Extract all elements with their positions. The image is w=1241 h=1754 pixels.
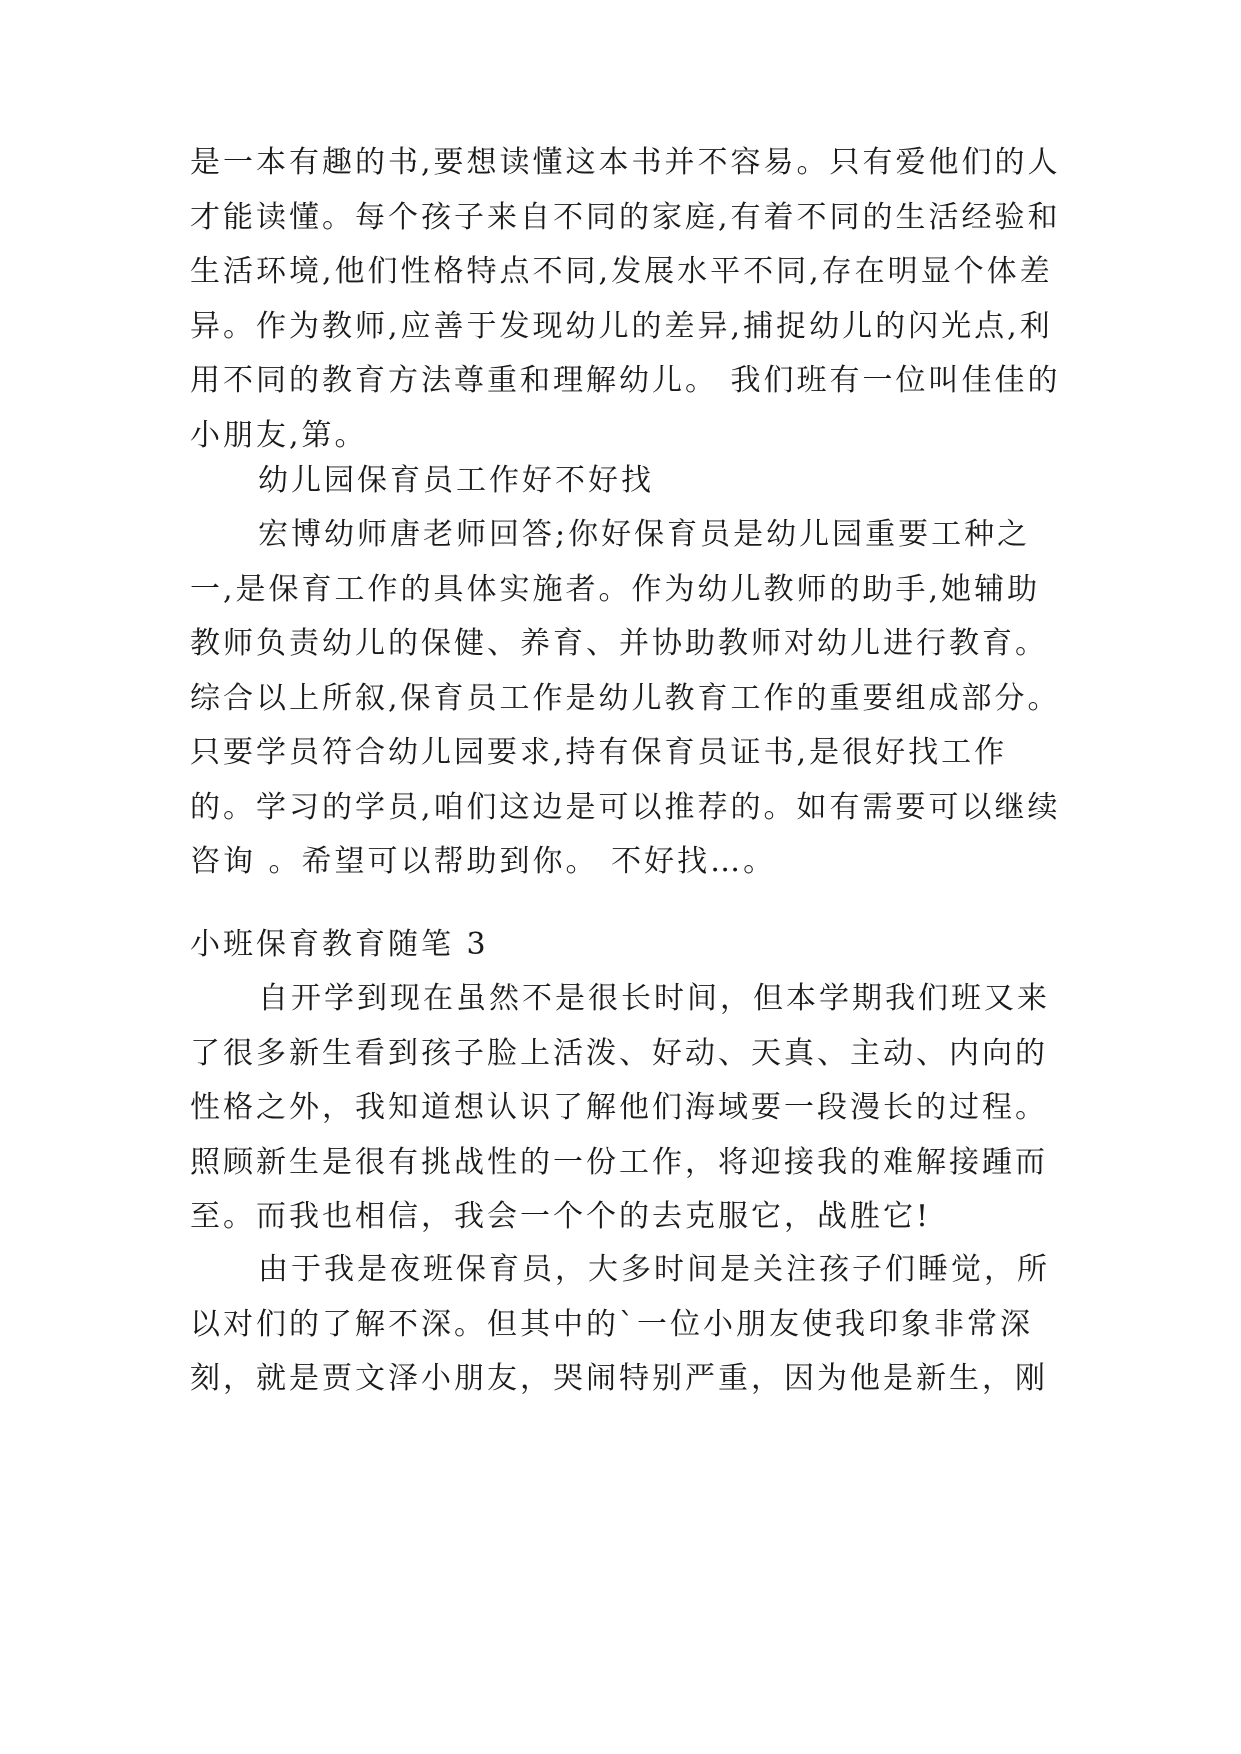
answer-paragraph: 宏博幼师唐老师回答;你好保育员是幼儿园重要工种之一,是保育工作的具体实施者。作为幼儿教师的助手,她辅助教师负责幼儿的保健、养育、并协助教师对幼儿进行教育。综合以上所叙,保育员工作是幼儿教育工作的重要组成部分。只要学员符合幼儿园要求,持有保育员证书,是很好找工作的。学习的学员,咱们这边是可以推荐的。如有需要可以继续咨询 。希望可以帮助到你。 不好找…。 <box>190 517 1061 879</box>
section-title: 小班保育教育随笔 3 <box>190 927 489 962</box>
question-heading: 幼儿园保育员工作好不好找 <box>258 463 654 498</box>
body-paragraph-1: 自开学到现在虽然不是很长时间，但本学期我们班又来了很多新生看到孩子脸上活泼、好动、天真、主动、内向的性格之外，我知道想认识了解他们海域要一段漫长的过程。照顾新生是很有挑战性的一份工作，将迎接我的难解接踵而至。而我也相信，我会一个个的去克服它，战胜它! <box>190 981 1050 1234</box>
body-paragraph-2: 由于我是夜班保育员，大多时间是关注孩子们睡觉，所以对们的了解不深。但其中的`一位小朋友使我印象非常深刻，就是贾文泽小朋友，哭闹特别严重，因为他是新生，刚 <box>190 1252 1050 1396</box>
paragraph-continued: 是一本有趣的书,要想读懂这本书并不容易。只有爱他们的人才能读懂。每个孩子来自不同的家庭,有着不同的生活经验和生活环境,他们性格特点不同,发展水平不同,存在明显个体差异。作为教师,应善于发现幼儿的差异,捕捉幼儿的闪光点,利用不同的教育方法尊重和理解幼儿。 我们班有一位叫佳佳的小朋友,第。 <box>190 145 1061 453</box>
